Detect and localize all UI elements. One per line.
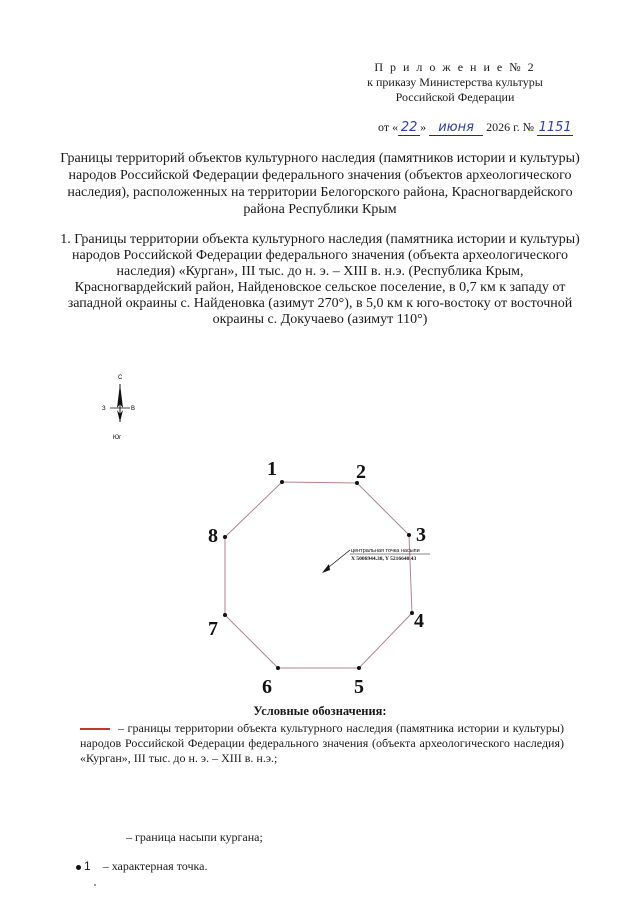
- compass-west-label: З: [102, 406, 106, 412]
- legend-item-boundary: [80, 721, 564, 766]
- document-title: Границы территорий объектов культурного наследия (памятников истории и культуры) народов Российской Федерации федерального значения (объектов археологического наследия), расположенных на территории Белогорского района, Красногвардейского района Республики Крым: [60, 151, 580, 217]
- boundary-vertex-label-5: 5: [354, 676, 364, 698]
- center-point-coords: X 5006944.38, Y 5216640.43: [351, 556, 417, 562]
- boundary-vertex-label-7: 7: [208, 618, 218, 640]
- boundary-vertex-label-1: 1: [267, 458, 277, 480]
- order-date-line: [378, 120, 573, 136]
- boundary-vertex-8: [223, 535, 227, 539]
- center-point-label: центральная точка насыпи: [351, 548, 420, 554]
- boundary-vertex-6: [276, 666, 280, 670]
- legend-boundary-text: – границы территории объекта культурного наследия (памятника истории и культуры) народов Российской Федерации федерального значения (объекта археологического наследия) «Курган», III тыс. до н. э. – XIII в. н.э.;: [80, 721, 564, 765]
- order-year: 2026 г. №: [486, 120, 535, 134]
- boundary-vertex-5: [357, 666, 361, 670]
- legend-item-mound: [126, 830, 263, 845]
- order-prefix: от «: [378, 120, 399, 134]
- order-day: 22: [398, 120, 420, 136]
- legend-title: Условные обозначения:: [253, 704, 387, 718]
- compass-rose: [96, 370, 146, 445]
- boundary-vertex-label-3: 3: [416, 524, 426, 546]
- center-arrow: [322, 564, 330, 573]
- boundary-vertex-label-6: 6: [262, 676, 272, 698]
- boundary-vertex-label-8: 8: [208, 525, 218, 547]
- section-heading: 1. Границы территории объекта культурного наследия (памятника истории и культуры) народов Российской Федерации федерального значения (объекта археологического наследия) «Курган», III тыс. до н. э. – XIII в. н.э. (Республика Крым, Красногвардейский район, Найденовское сельское поселение, в 0,7 км к западу от западной окраины с. Найденовка (азимут 270°), в 5,0 км к юго-востоку от восточной окраины с. Докучаево (азимут 110°): [60, 232, 580, 327]
- legend-mound-text: – граница насыпи кургана;: [126, 830, 263, 844]
- legend-point-number: 1: [84, 859, 91, 873]
- order-mid: »: [420, 120, 427, 134]
- boundary-plan: [190, 445, 460, 700]
- legend-point-text: – характерная точка.: [102, 859, 208, 873]
- appendix-number: П р и л о ж е н и е № 2: [374, 60, 536, 74]
- compass-east-label: В: [131, 406, 136, 412]
- boundary-vertex-label-2: 2: [356, 461, 366, 483]
- boundary-vertex-3: [407, 533, 411, 537]
- order-number: 1151: [538, 120, 572, 135]
- compass-north-label: С: [118, 375, 123, 381]
- center-point-marker: [322, 548, 430, 573]
- boundary-vertex-label-4: 4: [414, 610, 424, 632]
- boundary-vertex-1: [280, 480, 284, 484]
- boundary-vertex-7: [223, 613, 227, 617]
- territory-boundary: [225, 482, 412, 668]
- legend-boundary-line-swatch: [80, 728, 110, 730]
- appendix-header: [330, 60, 580, 105]
- boundary-vertex-labels: [208, 458, 426, 698]
- scan-speck: [94, 884, 96, 886]
- legend-point-dot: [76, 865, 81, 870]
- appendix-ministry: Российской Федерации: [395, 90, 515, 104]
- legend-item-point: [76, 859, 207, 874]
- order-month: июня: [429, 120, 483, 136]
- compass-south-label: Юг: [113, 435, 122, 441]
- appendix-order-ref: к приказу Министерства культуры: [367, 75, 543, 89]
